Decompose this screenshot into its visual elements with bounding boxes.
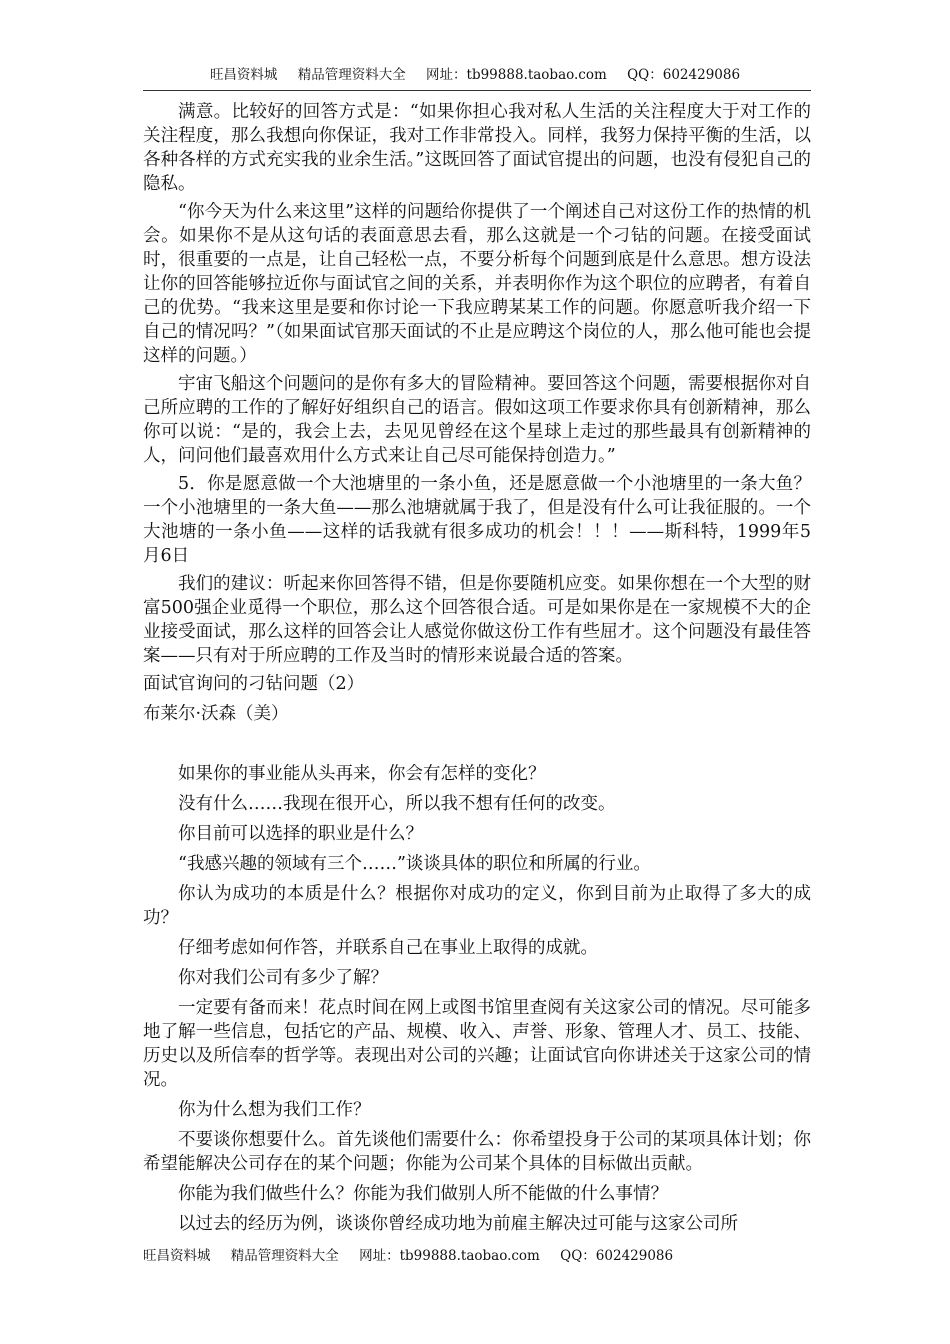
footer-url: 网址：tb99888.taobao.com [359, 1248, 540, 1264]
paragraph-spaceship: 宇宙飞船这个问题问的是你有多大的冒险精神。要回答这个问题，需要根据你对自己所应聘的工作的了解好好组织自己的语言。假如这项工作要求你具有创新精神，那么你可以说：“是的，我会上去，去见见曾经在这个星球上走过的那些最具有创新精神的人，问问他们最喜欢用什么方式来让自己尽可能保持创造力。” [143, 374, 811, 466]
page-footer [143, 1247, 811, 1265]
question-what-can-you-do: 你能为我们做些什么？你能为我们做别人所不能做的什么事情？ [178, 1184, 668, 1204]
answer-career-options: “我感兴趣的领域有三个……”谈谈具体的职位和所属的行业。 [178, 854, 651, 874]
paragraph-our-advice: 我们的建议：听起来你回答得不错，但是你要随机应变。如果你想在一个大型的财富500强企业觅得一个职位，那么这个回答很合适。可是如果你是在一家规模不大的企业接受面试，那么这样的回答会让人感觉你做这份工作有些屈才。这个问题没有最佳答案——只有对于所应聘的工作及当时的情形来说最合适的答案。 [143, 574, 811, 666]
paragraph-why-here: “你今天为什么来这里”这样的问题给你提供了一个阐述自己对这份工作的热情的机会。如果你不是从这句话的表面意思去看，那么这就是一个刁钻的问题。在接受面试时，很重要的一点是，让自己轻松一点，不要分析每个问题到底是什么意思。想方设法让你的回答能够拉近你与面试官之间的关系，并表明你作为这个职位的应聘者，有着自己的优势。“我来这里是要和你讨论一下我应聘某某工作的问题。你愿意听我介绍一下自己的情况吗？”（如果面试官那天面试的不止是应聘这个岗位的人，那么他可能也会提这样的问题。） [143, 202, 811, 366]
answer-company-knowledge: 一定要有备而来！花点时间在网上或图书馆里查阅有关这家公司的情况。尽可能多地了解一些信息，包括它的产品、规模、收入、声誉、形象、管理人才、员工、技能、历史以及所信奉的哲学等。表现出对公司的兴趣；让面试官向你讲述关于这家公司的情况。 [143, 998, 811, 1090]
author-line: 布莱尔·沃森（美） [143, 704, 289, 724]
header-divider [143, 90, 811, 91]
header-url: 网址：tb99888.taobao.com [426, 67, 607, 83]
footer-qq: QQ：602429086 [560, 1248, 674, 1264]
footer-slogan: 精品管理资料大全 [230, 1248, 339, 1264]
answer-why-work-here: 不要谈你想要什么。首先谈他们需要什么：你希望投身于公司的某项具体计划；你希望能解决公司存在的某个问题；你能为公司某个具体的目标做出贡献。 [143, 1130, 811, 1174]
header-shop-name: 旺昌资料城 [209, 67, 278, 83]
answer-start-over: 没有什么……我现在很开心，所以我不想有任何的改变。 [178, 794, 616, 814]
section-title: 面试官询问的刁钻问题（2） [143, 674, 365, 694]
question-success: 你认为成功的本质是什么？根据你对成功的定义，你到目前为止取得了多大的成功？ [143, 884, 811, 928]
question-start-over: 如果你的事业能从头再来，你会有怎样的变化？ [178, 764, 546, 784]
blank-gap [143, 732, 811, 762]
paragraph-pond-question: 5．你是愿意做一个大池塘里的一条小鱼，还是愿意做一个小池塘里的一条大鱼？一个小池塘里的一条大鱼——那么池塘就属于我了，但是没有什么可让我征服的。一个大池塘的一条小鱼——这样的话我就有很多成功的机会！！！——斯科特，1999年5月6日 [143, 474, 811, 566]
answer-what-can-you-do: 以过去的经历为例，谈谈你曾经成功地为前雇主解决过可能与这家公司所 [178, 1214, 738, 1234]
question-why-work-here: 你为什么想为我们工作？ [178, 1100, 371, 1120]
answer-success: 仔细考虑如何作答，并联系自己在事业上取得的成就。 [178, 938, 598, 958]
header-slogan: 精品管理资料大全 [297, 67, 406, 83]
question-company-knowledge: 你对我们公司有多少了解？ [178, 968, 388, 988]
paragraph-privacy-answer: 满意。比较好的回答方式是：“如果你担心我对私人生活的关注程度大于对工作的关注程度，那么我想向你保证，我对工作非常投入。同样，我努力保持平衡的生活，以各种各样的方式充实我的业余生活。”这既回答了面试官提出的问题，也没有侵犯自己的隐私。 [143, 102, 811, 194]
question-career-options: 你目前可以选择的职业是什么？ [178, 824, 423, 844]
page-header [0, 66, 950, 84]
header-qq: QQ：602429086 [627, 67, 741, 83]
document-body [143, 100, 811, 1242]
footer-shop-name: 旺昌资料城 [143, 1248, 211, 1264]
